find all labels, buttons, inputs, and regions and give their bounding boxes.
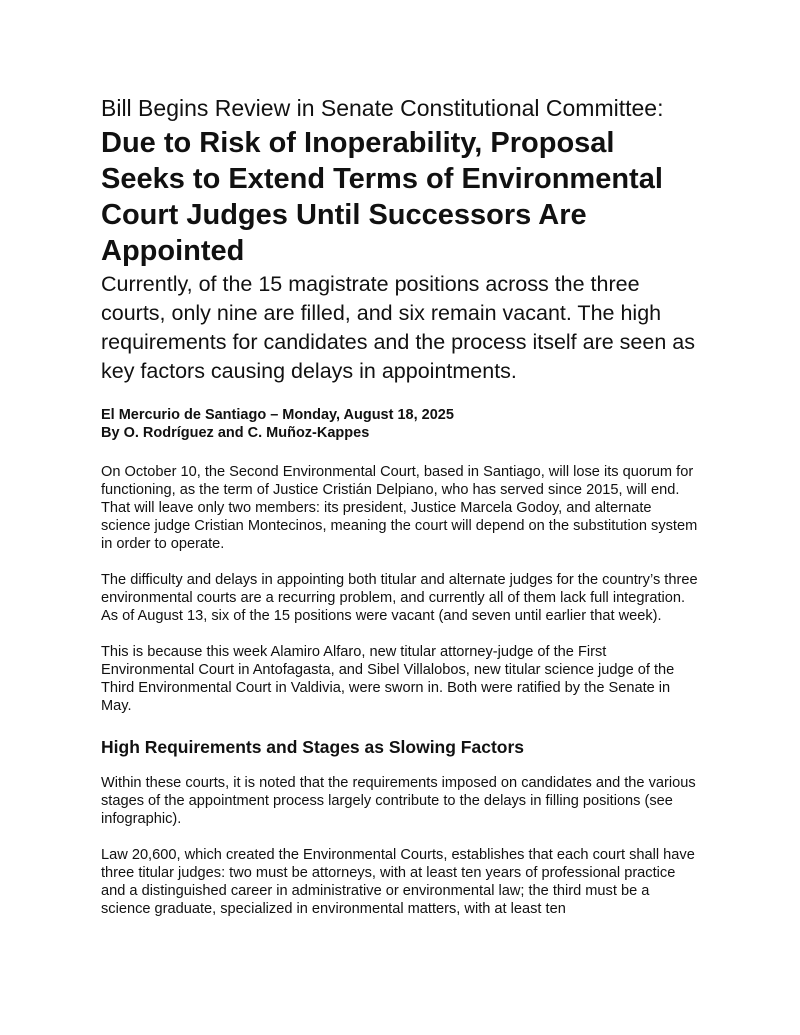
section-heading: High Requirements and Stages as Slowing Factors	[101, 737, 525, 757]
body-paragraph: Law 20,600, which created the Environmental Courts, establishes that each court shall have three titular judges: two must be attorneys, with at least ten years of professional practice and a distinguished career in administrative or environmental law; the third must be a science graduate, specialized in environmental matters, with at least ten	[101, 847, 695, 917]
byline	[101, 406, 701, 442]
body-paragraph: On October 10, the Second Environmental Court, based in Santiago, will lose its quorum for functioning, as the term of Justice Cristián Delpiano, who has served since 2015, will end. That will leave only two members: its president, Justice Marcela Godoy, and alternate science judge Cristian Montecinos, meaning the court will depend on the substitution system in order to operate.	[101, 464, 698, 552]
source-line: El Mercurio de Santiago – Monday, August 18, 2025	[101, 407, 454, 423]
body-paragraph: The difficulty and delays in appointing both titular and alternate judges for the country’s three environmental courts are a recurring problem, and currently all of them lack full integration. As of August 13, six of the 15 positions were vacant (and seven until earlier that week).	[101, 572, 698, 624]
article-kicker: Bill Begins Review in Senate Constitutional Committee:	[101, 95, 664, 121]
article-subhead: Currently, of the 15 magistrate positions across the three courts, only nine are filled, and six remain vacant. The high requirements for candidates and the process itself are seen as key factors causing delays in appointments.	[101, 272, 695, 383]
body-paragraph: This is because this week Alamiro Alfaro, new titular attorney-judge of the First Environmental Court in Antofagasta, and Sibel Villalobos, new titular science judge of the Third Environmental Court in Valdivia, were sworn in. Both were ratified by the Senate in May.	[101, 644, 675, 714]
article-headline: Due to Risk of Inoperability, Proposal Seeks to Extend Terms of Environmental Court Judges Until Successors Are Appointed	[101, 127, 663, 267]
article	[101, 94, 701, 918]
body-paragraph: Within these courts, it is noted that the requirements imposed on candidates and the various stages of the appointment process largely contribute to the delays in filling positions (see infographic).	[101, 775, 696, 827]
authors-line: By O. Rodríguez and C. Muñoz-Kappes	[101, 425, 370, 441]
